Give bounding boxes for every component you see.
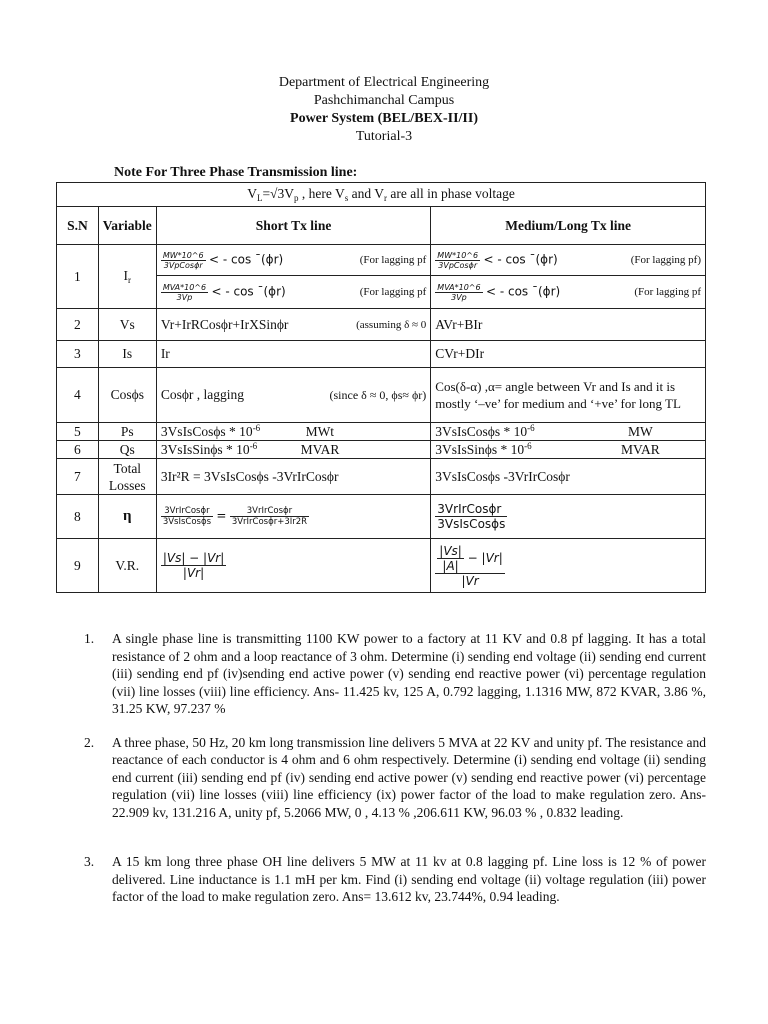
questions-list — [84, 630, 706, 906]
row-variable: Vs — [98, 309, 156, 341]
short-vs: Vr+IrRCosϕr+IrXSinϕr (assuming δ ≈ 0 — [156, 309, 430, 341]
table-row — [57, 539, 706, 593]
short-efficiency: $\frac{\text{3VrIrCosϕr}}{\text{3VsIsCosϕs}}$ = $\frac{\text{3VrIrCosϕr}}{\text{3VrIrCosϕr+3Ir2R}}$ — [156, 495, 430, 539]
list-item: 1. A single phase line is transmitting 1100 KW power to a factory at 11 KV and 0.8 pf lagging. It has a total resistance of 2 ohm and a loop reactance of 3 ohm. Determine (i) sending end voltage (ii) sending end current (iii) sending end pf (iv)sending end active power (v) sending end reactive power (vi) percentage regulation (vii) line losses (viii) line efficiency. Ans- 11.425 kv, 125 A, 0.792 lagging, 1.1316 MW, 872 KVAR, 3.86 %, 31.25 KW, 97.237 % — [84, 631, 706, 716]
row-sn: 9 — [57, 539, 99, 593]
formula-table — [56, 182, 706, 593]
tutorial-number: Tutorial-3 — [355, 129, 413, 144]
short-current-mva: $\frac{\text{MVA*10\textasciicircum{}6}}{3Vp}$ < - cos ¯(ϕr) (For lagging pf — [156, 276, 430, 309]
table-row — [57, 459, 706, 495]
table-row — [57, 423, 706, 441]
row-sn: 2 — [57, 309, 99, 341]
medium-qs: 3VsIsSinϕs * $10^{-6}$ MVAR — [431, 441, 706, 459]
short-losses: 3Ir²R = 3VsIsCosϕs -3VrIrCosϕr — [156, 459, 430, 495]
short-is: Ir — [156, 341, 430, 368]
table-header-row — [57, 207, 706, 245]
short-qs: 3VsIsSinϕs * $10^{-6}$ MVAR — [156, 441, 430, 459]
col-header-medium: Medium/Long Tx line — [431, 207, 706, 245]
row-sn: 5 — [57, 423, 99, 441]
row-sn: 3 — [57, 341, 99, 368]
medium-current-mw: $\frac{MW*10\^{}6}{\text{3VpCosϕr}}$ < - cos ¯(ϕr) (For lagging pf) — [431, 245, 706, 276]
medium-is: CVr+DIr — [431, 341, 706, 368]
row-sn: 8 — [57, 495, 99, 539]
medium-efficiency: $\frac{\text{3VrIrCosϕr}}{\text{3VsIsCosϕs}}$ — [431, 495, 706, 539]
row-sn: 4 — [57, 368, 99, 423]
short-pf: Cosϕr , lagging (since δ ≈ 0, ϕs≈ ϕr) — [156, 368, 430, 423]
row-variable: Total Losses — [98, 459, 156, 495]
short-current-mw: $\frac{MW*10\^{}6}{\text{3VpCosϕr}}$ < - cos ¯(ϕr) (For lagging pf — [156, 245, 430, 276]
note-heading: Note For Three Phase Transmission line: — [114, 165, 358, 180]
medium-pf: Cos(δ-α) ,α= angle between Vr and Is and it is mostly ‘–ve’ for medium and ‘+ve’ for long TL — [431, 368, 706, 423]
row-variable: η — [98, 495, 156, 539]
department-name: Department of Electrical Engineering — [278, 75, 490, 90]
medium-vs: AVr+BIr — [431, 309, 706, 341]
table-row — [57, 309, 706, 341]
row-sn: 1 — [57, 245, 99, 309]
row-variable: Qs — [98, 441, 156, 459]
medium-losses: 3VsIsCosϕs -3VrIrCosϕr — [431, 459, 706, 495]
medium-current-mva: $\frac{\text{MVA*10\textasciicircum{}6}}{3Vp}$ < - cos ¯(ϕr) (For lagging pf — [431, 276, 706, 309]
document-header — [0, 74, 768, 146]
row-variable: Cosϕs — [98, 368, 156, 423]
row-sn: 6 — [57, 441, 99, 459]
medium-ps: 3VsIsCosϕs * $10^{-6}$ MW — [431, 423, 706, 441]
row-variable: V.R. — [98, 539, 156, 593]
table-row — [57, 245, 706, 276]
list-item: 3. A 15 km long three phase OH line delivers 5 MW at 11 kv at 0.8 lagging pf. Line loss is 12 % of power delivered. Line inductance is 1.1 mH per km. Find (i) sending end voltage (ii) voltage regulation (iii) power factor of the load to make regulation zero. Ans= 13.612 kv, 23.744%, 0.94 leading. — [84, 854, 706, 904]
row-variable: Is — [98, 341, 156, 368]
col-header-short: Short Tx line — [156, 207, 430, 245]
col-header-variable: Variable — [98, 207, 156, 245]
table-row — [57, 441, 706, 459]
short-ps: 3VsIsCosϕs * $10^{-6}$ MWt — [156, 423, 430, 441]
campus-name: Pashchimanchal Campus — [313, 93, 455, 108]
row-variable: Ps — [98, 423, 156, 441]
table-row — [57, 368, 706, 423]
table-row — [57, 495, 706, 539]
table-caption: $V_L=√3V_p$ , here $V_s$ and $V_r$ are all in phase voltage — [57, 183, 706, 207]
short-regulation: $\frac{|Vs| - |Vr|}{|Vr|}$ — [156, 539, 430, 593]
row-variable: $I_r$ — [98, 245, 156, 309]
medium-regulation: $\frac{|Vs|}{|A|}$ − |Vr| |Vr — [431, 539, 706, 593]
col-header-sn: S.N — [57, 207, 99, 245]
row-sn: 7 — [57, 459, 99, 495]
list-item: 2. A three phase, 50 Hz, 20 km long transmission line delivers 5 MVA at 22 KV and unity pf. The resistance and reactance of each conductor is 4 ohm and 6 ohm respectively. Determine (i) sending end voltage (ii) sending end current (iii) sending end pf (iv) sending end active power (v) sending end reactive power (vi) percentage regulation (vii) line losses (viii) line efficiency (ix) power factor of the load to make regulation zero. Ans- 22.909 kv, 131.216 A, unity pf, 5.2066 MW, 0 , 4.13 % ,206.611 KW, 96.03 % , 0.832 leading. — [84, 734, 706, 820]
course-title: Power System (BEL/BEX-II/II) — [290, 111, 478, 126]
table-row — [57, 341, 706, 368]
